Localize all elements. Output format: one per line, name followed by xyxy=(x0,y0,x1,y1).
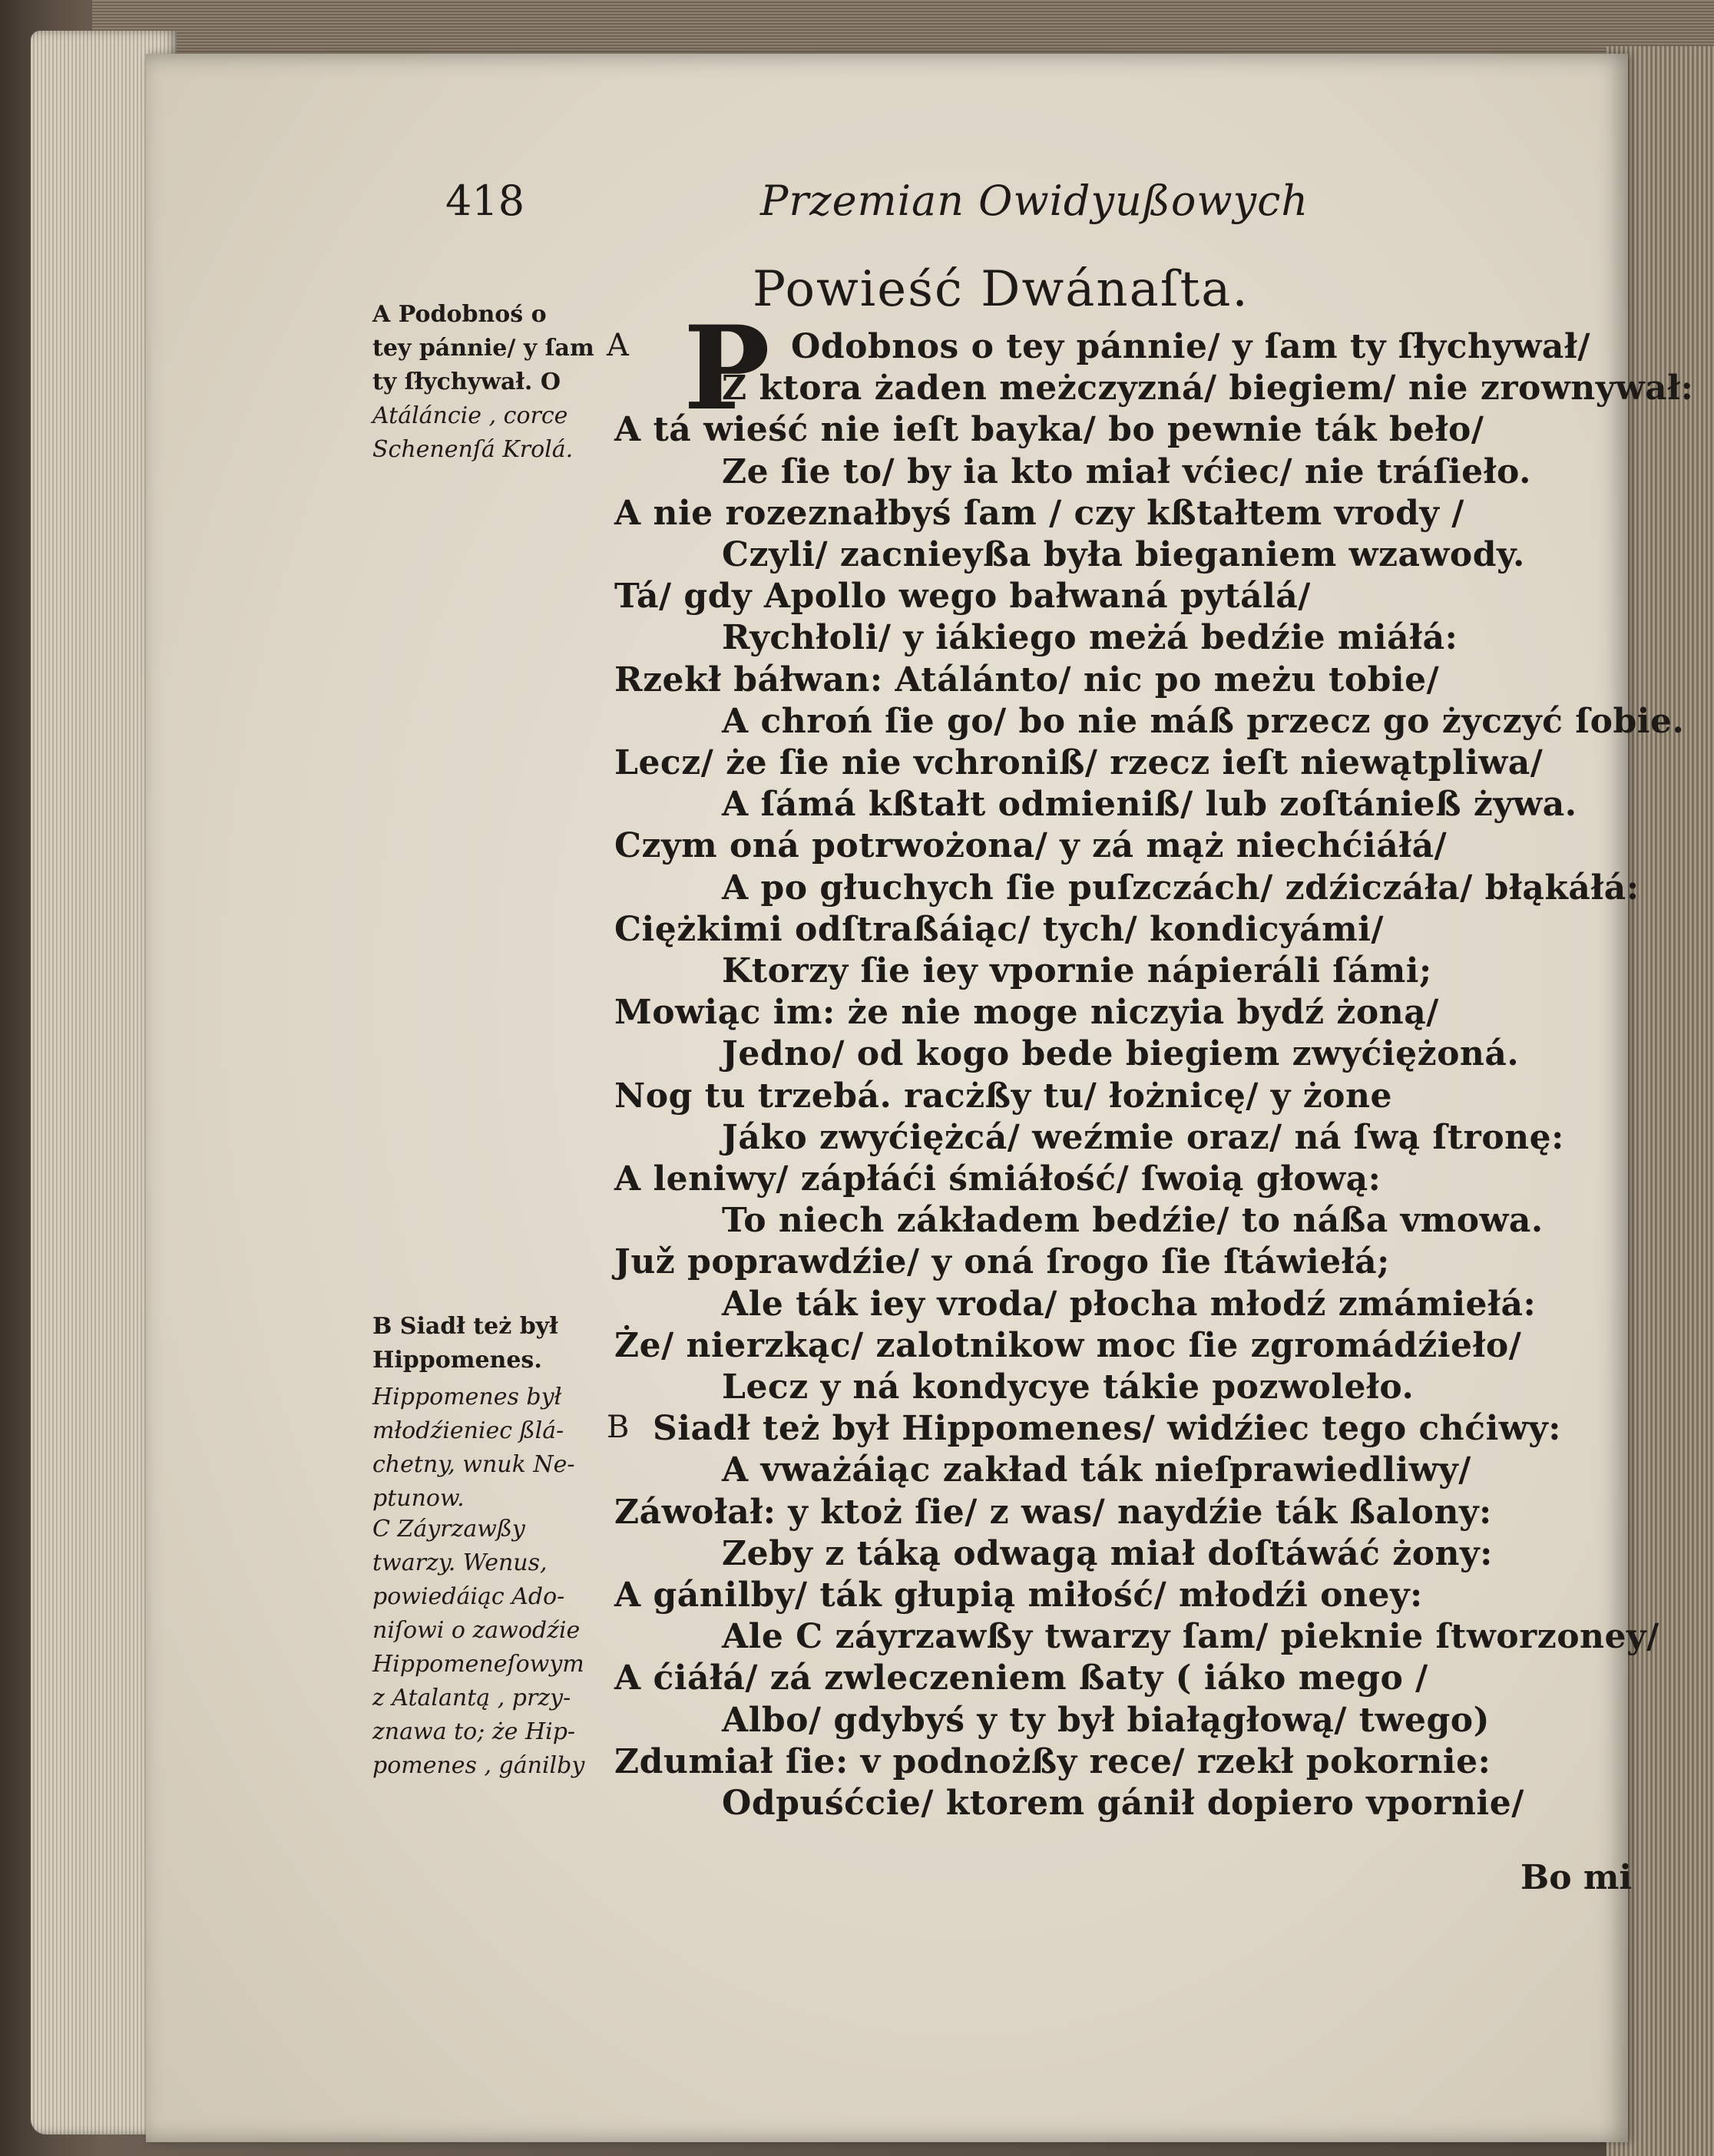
verse-marker: A xyxy=(607,328,629,363)
verse-line: Czyli/ zacnieyßa była bieganiem wzawody. xyxy=(722,535,1525,574)
gloss-line: ty ſłychywał. O xyxy=(372,369,561,395)
gloss-line: B Siadł też był xyxy=(372,1313,558,1340)
gloss-line: pomenes , gánilby xyxy=(372,1752,585,1779)
gloss-line: Hippomenes był xyxy=(372,1384,562,1410)
verse-line: A tá wieść nie ieſt bayka/ bo pewnie ták beło/ xyxy=(614,410,1484,450)
verse-line: Ale C záyrzawßy twarzy ſam/ pieknie ſtworzoney/ xyxy=(722,1617,1659,1657)
chapter-title: Powieść Dwánaſta. xyxy=(753,261,1249,318)
gloss-line: twarzy. Wenus, xyxy=(372,1549,548,1576)
gloss-line: Hippomenes. xyxy=(372,1347,542,1374)
catchword: Bo mi xyxy=(1520,1858,1633,1897)
verse-line: Juž poprawdźie/ y oná ſrogo ſie ſtáwiełá; xyxy=(614,1242,1390,1282)
verse-line: Albo/ gdybyś y ty był białągłową/ twego) xyxy=(722,1700,1490,1740)
verse-line: Lecz y ná kondycye tákie pozwoleło. xyxy=(722,1367,1415,1407)
gloss-line: Hippomeneſowym xyxy=(372,1651,584,1678)
gloss-line: powiedáiąc Ado- xyxy=(372,1583,565,1610)
verse-line: A gánilby/ ták głupią miłość/ młodźi oney: xyxy=(614,1576,1423,1615)
gloss-line: C Záyrzawßy xyxy=(372,1516,525,1543)
running-head: Przemian Owidyußowych xyxy=(760,177,1309,225)
verse-line: Zeby z táką odwagą miał doſtáwáć żony: xyxy=(722,1533,1493,1573)
verse-line: Rychłoli/ y iákiego meżá bedźie miáłá: xyxy=(722,618,1458,658)
verse-line: Siadł też był Hippomenes/ widźiec tego chćiwy: xyxy=(653,1409,1561,1449)
verse-line: A nie rozeznałbyś ſam / czy kßtałtem vrody / xyxy=(614,493,1464,533)
verse-line: A ſámá kßtałt odmieniß/ lub zoſtánieß żywa. xyxy=(722,785,1577,825)
verse-line: Odpuśćcie/ ktorem gánił dopiero vpornie/ xyxy=(722,1784,1524,1823)
verse-line: Czym oná potrwożona/ y zá mąż niechćiáłá/ xyxy=(614,826,1448,866)
verse-line: A leniwy/ zápłáći śmiáłość/ ſwoią głową: xyxy=(614,1159,1381,1199)
verse-line: Ale ták iey vroda/ płocha młodź zmámiełá: xyxy=(722,1284,1537,1324)
verse-line: A chroń ſie go/ bo nie máß przecz go życzyć ſobie. xyxy=(722,701,1685,741)
verse-line: A vważáiąc zakład ták nieſprawiedliwy/ xyxy=(722,1450,1471,1490)
verse-line: Rzekł báłwan: Atálánto/ nic po meżu tobie/ xyxy=(614,660,1440,699)
verse-line: Z ktora żaden meżczyzná/ biegiem/ nie zrownywał: xyxy=(722,369,1694,408)
verse-line: Lecz/ że ſie nie vchroniß/ rzecz ieſt niewątpliwa/ xyxy=(614,743,1544,782)
verse-line: Ciężkimi odſtraßáiąc/ tych/ kondicyámi/ xyxy=(614,909,1384,949)
page-number: 418 xyxy=(445,177,525,225)
gloss-line: z Atalantą , przy- xyxy=(372,1685,571,1711)
verse-marker: B xyxy=(607,1410,630,1446)
verse-line: A po głuchych ſie puſzczách/ zdźiczáła/ błąkáłá: xyxy=(722,868,1640,908)
gloss-line: niſowi o zawodźie xyxy=(372,1617,581,1644)
verse-line: Jáko zwyćiężcá/ weźmie oraz/ ná ſwą ſtronę: xyxy=(722,1117,1564,1157)
verse-line: Że/ nierzkąc/ zalotnikow moc ſie zgromádźieło/ xyxy=(614,1325,1522,1365)
verse-line: Nog tu trzebá. racżßy tu/ łożnicę/ y żone xyxy=(614,1076,1393,1116)
verse-line: Zdumiał ſie: v podnożßy rece/ rzekł pokornie: xyxy=(614,1741,1491,1781)
verse-line: Mowiąc im: że nie moge niczyia bydź żoną/ xyxy=(614,993,1439,1033)
book-top-edge xyxy=(92,0,1714,54)
gloss-line: Schenenſá Krolá. xyxy=(372,436,574,463)
gloss-line: Atáláncie , corce xyxy=(372,402,568,429)
verse-line: Tá/ gdy Apollo wego bałwaná pytálá/ xyxy=(614,577,1311,617)
verse-line: Odobnos o tey pánnie/ y ſam ty ſłychywał/ xyxy=(791,327,1590,366)
verse-line: A ćiáłá/ zá zwleczeniem ßaty ( iáko mego / xyxy=(614,1658,1428,1698)
verse-line: Ktorzy ſie iey vpornie nápieráli ſámi; xyxy=(722,951,1432,990)
book-page xyxy=(146,54,1694,2142)
gloss-line: chetny, wnuk Ne- xyxy=(372,1451,575,1478)
verse-line: To niech zákładem bedźie/ to náßa vmowa. xyxy=(722,1201,1544,1241)
verse-line: Záwołał: y ktoż ſie/ z was/ naydźie ták ßalony: xyxy=(614,1492,1492,1532)
gloss-line: tey pánnie/ y ſam xyxy=(372,335,594,362)
gloss-line: A Podobnoś o xyxy=(372,301,547,328)
gloss-line: ptunow. xyxy=(372,1485,465,1512)
drop-cap: P xyxy=(683,301,770,436)
gloss-line: młodźieniec ßlá- xyxy=(372,1417,564,1444)
verse-line: Jedno/ od kogo bede biegiem zwyćiężoná. xyxy=(722,1034,1520,1074)
gloss-line: znawa to; że Hip- xyxy=(372,1718,576,1745)
verse-line: Ze ſie to/ by ia kto miał vćiec/ nie tráſieło. xyxy=(722,451,1531,491)
